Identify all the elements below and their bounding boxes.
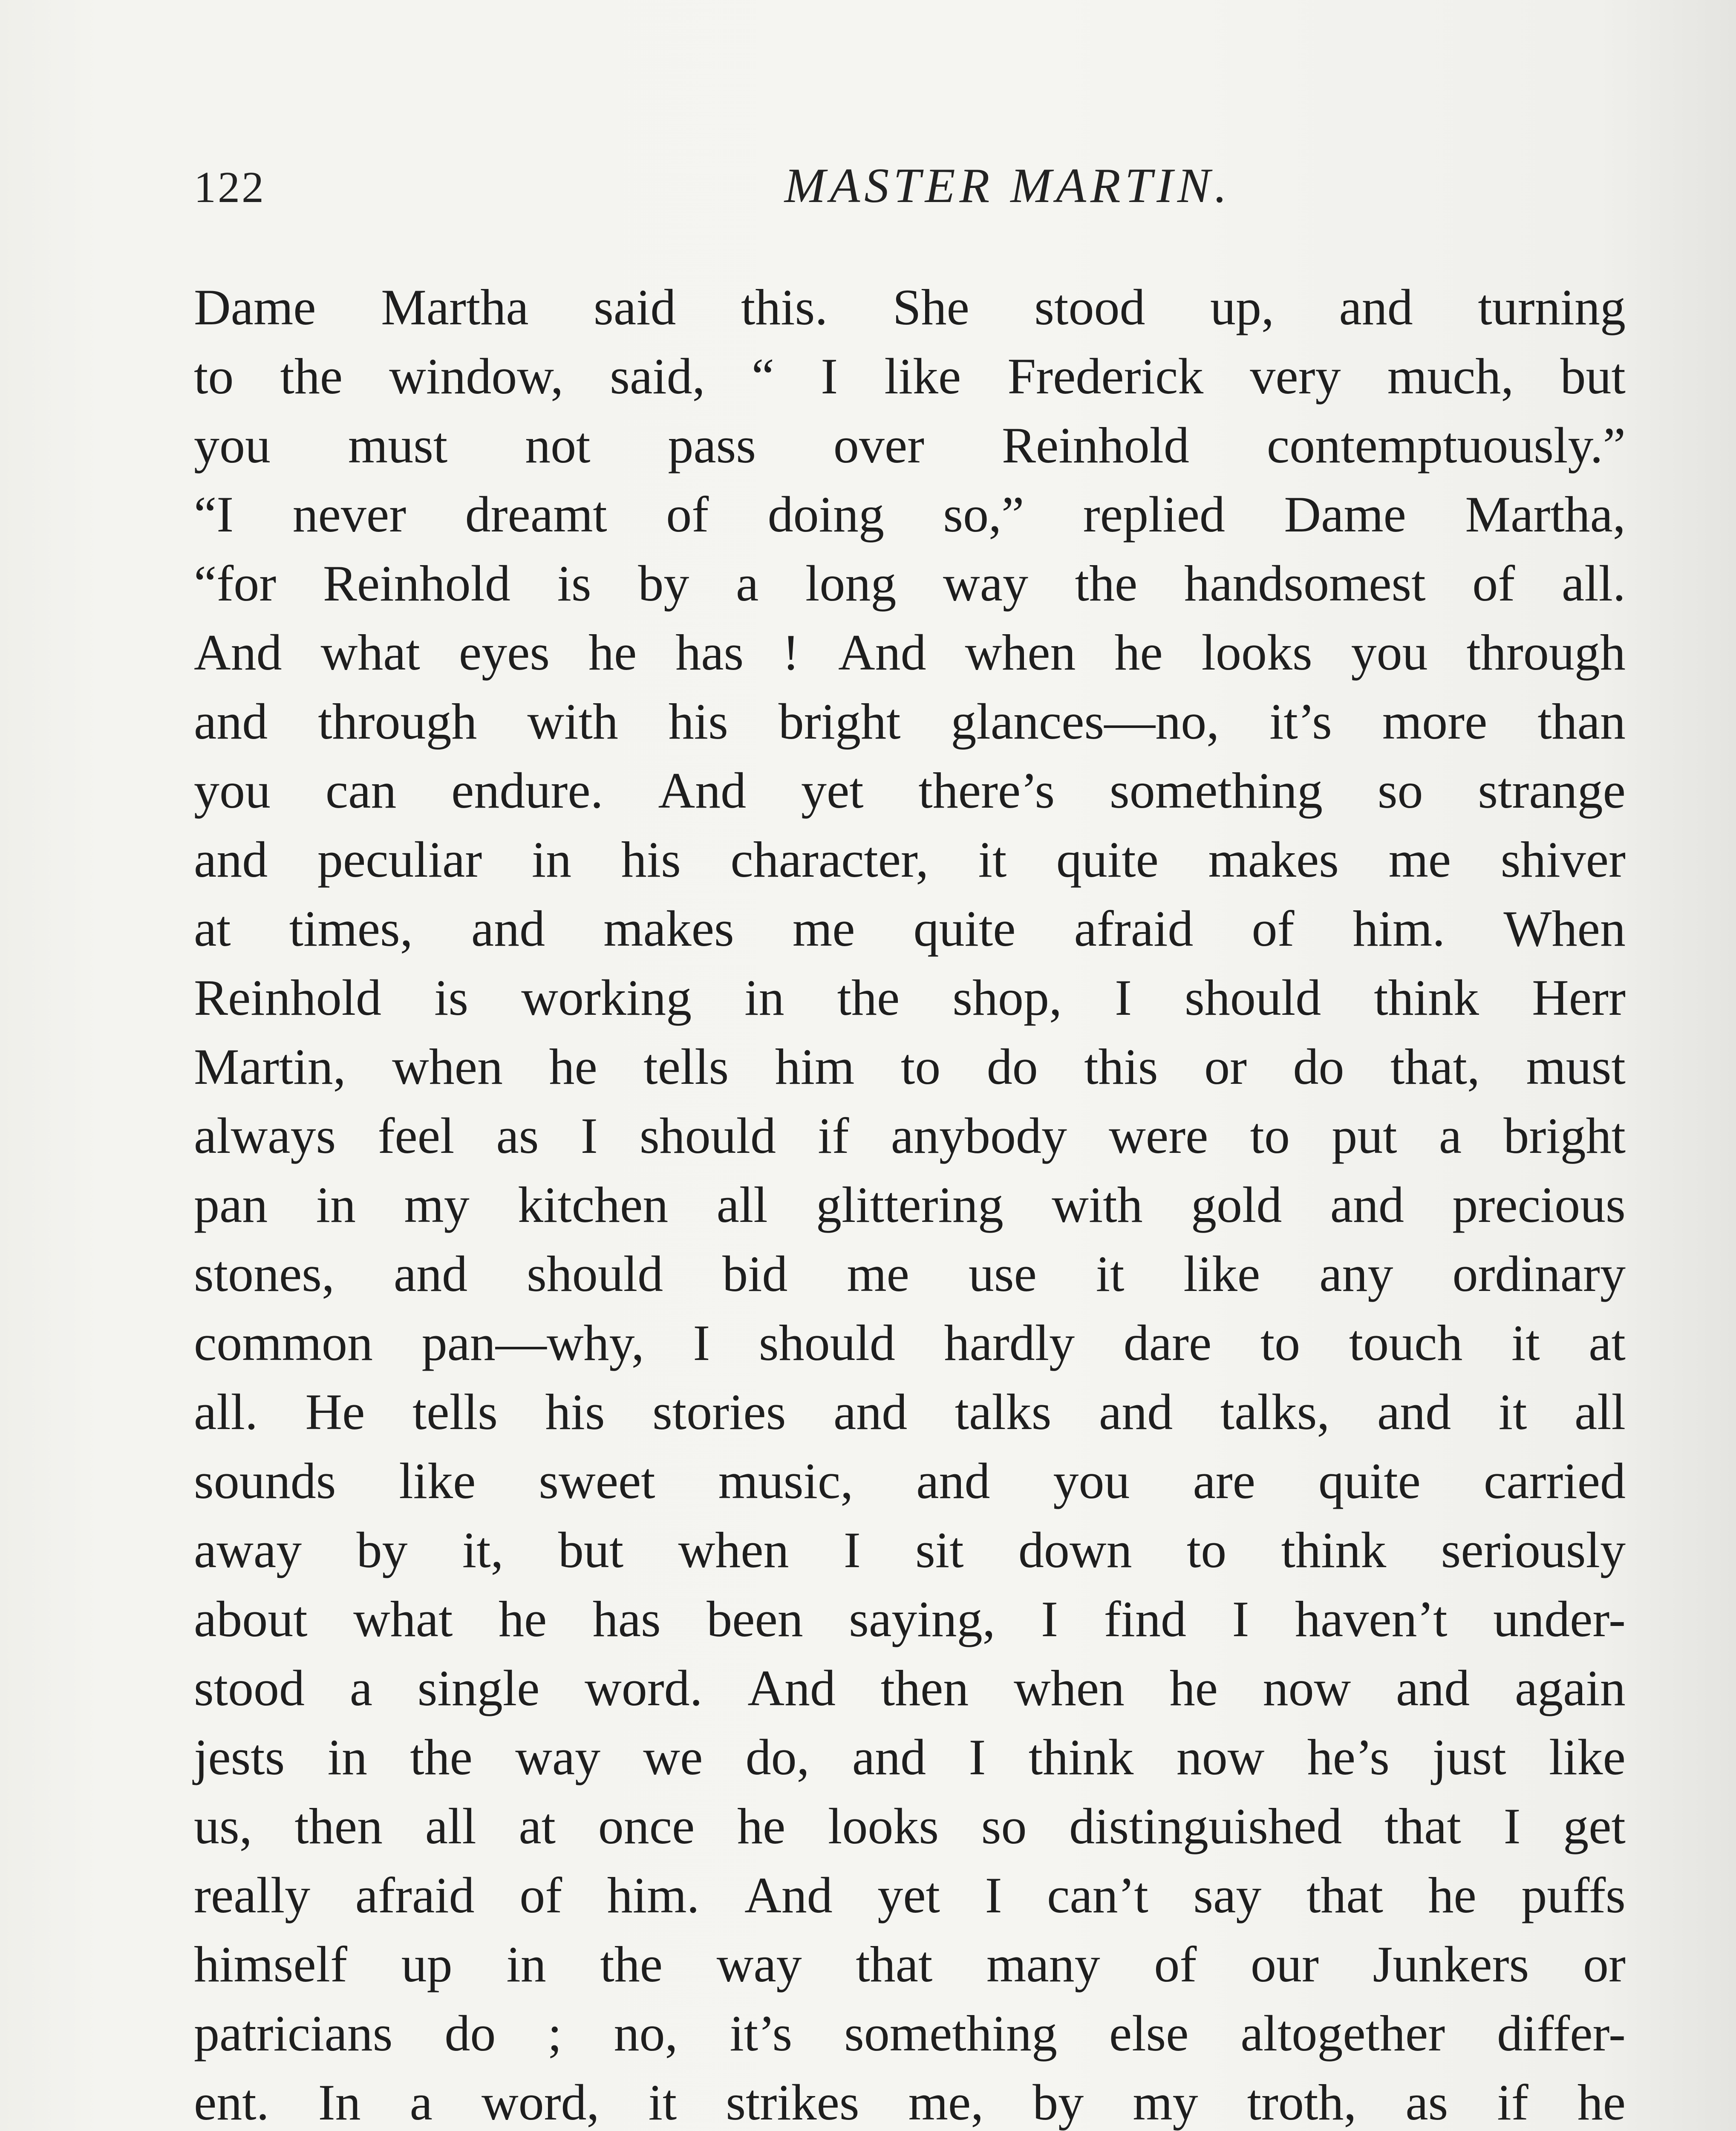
text-line: and through with his bright glances—no, it’s more than: [194, 693, 1626, 750]
text-line: and peculiar in his character, it quite makes me shiver: [194, 831, 1626, 888]
text-line: all. He tells his stories and talks and talks, and it all: [194, 1383, 1626, 1440]
text-line: away by it, but when I sit down to think seriously: [194, 1522, 1626, 1578]
text-line: And what eyes he has ! And when he looks you through: [194, 624, 1626, 681]
text-line: common pan—why, I should hardly dare to touch it at: [194, 1314, 1626, 1371]
body-text: [194, 273, 1626, 2131]
text-line: jests in the way we do, and I think now he’s just like: [194, 1729, 1626, 1785]
text-line: us, then all at once he looks so distinguished that I get: [194, 1798, 1626, 1854]
text-line: pan in my kitchen all glittering with gold and precious: [194, 1176, 1626, 1233]
text-line: always feel as I should if anybody were to put a bright: [194, 1107, 1626, 1164]
text-line: Reinhold is working in the shop, I should think Herr: [194, 969, 1626, 1026]
running-head-title: MASTER MARTIN.: [784, 159, 1231, 213]
text-line: really afraid of him. And yet I can’t say that he puffs: [194, 1867, 1626, 1923]
text-line: ent. In a word, it strikes me, by my troth, as if he: [194, 2074, 1626, 2131]
text-line: to the window, said, “ I like Frederick very much, but: [194, 348, 1626, 404]
text-line: at times, and makes me quite afraid of him. When: [194, 900, 1626, 957]
text-line: himself up in the way that many of our Junkers or: [194, 1936, 1626, 1992]
text-line: you must not pass over Reinhold contemptuously.”: [194, 417, 1626, 474]
text-line: Dame Martha said this. She stood up, and turning: [194, 279, 1626, 335]
text-line: “I never dreamt of doing so,” replied Dame Martha,: [194, 486, 1626, 543]
page-header: [194, 153, 1626, 222]
text-line: patricians do ; no, it’s something else altogether differ-: [194, 2005, 1626, 2062]
text-line: you can endure. And yet there’s something so strange: [194, 762, 1626, 819]
page-number: 122: [194, 163, 265, 212]
text-line: Martin, when he tells him to do this or do that, must: [194, 1038, 1626, 1095]
text-line: stones, and should bid me use it like any ordinary: [194, 1245, 1626, 1302]
text-line: about what he has been saying, I find I haven’t under-: [194, 1591, 1626, 1647]
text-line: stood a single word. And then when he now and again: [194, 1660, 1626, 1716]
text-line: sounds like sweet music, and you are quite carried: [194, 1452, 1626, 1509]
text-line: “for Reinhold is by a long way the handsomest of all.: [194, 555, 1626, 612]
